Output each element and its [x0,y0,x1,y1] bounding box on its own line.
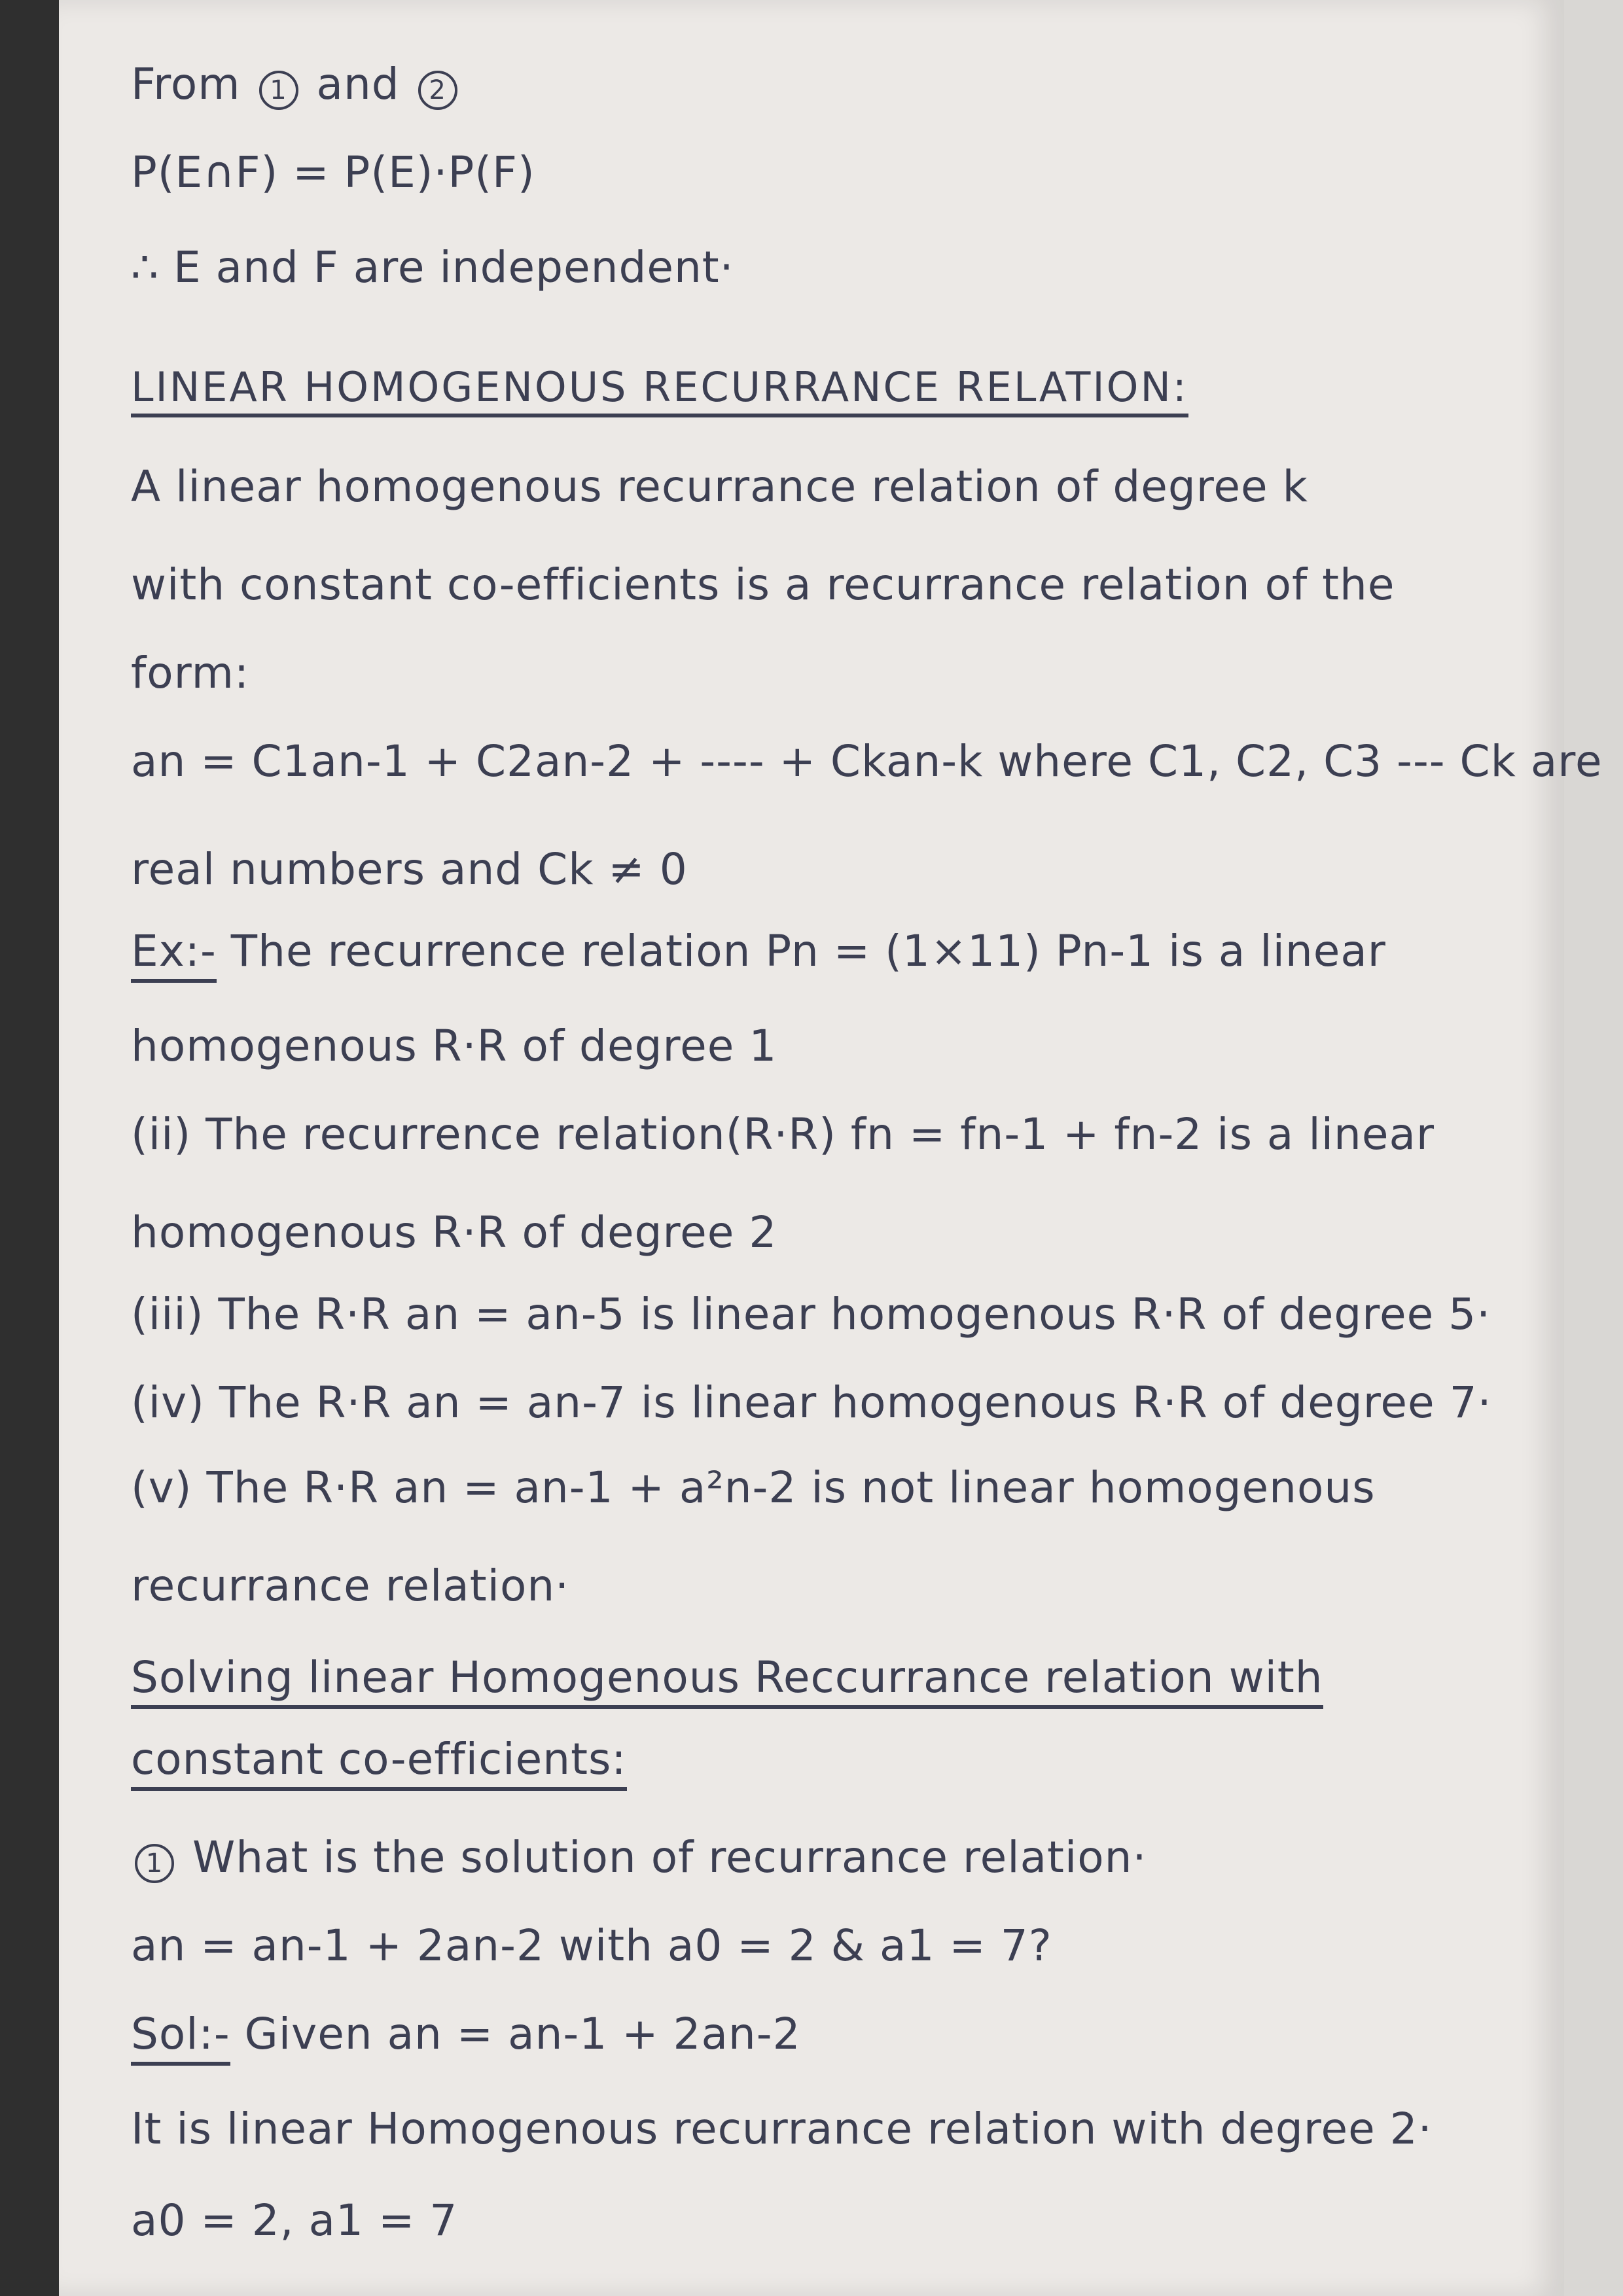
solution-line-2: It is linear Homogenous recurrance relation with degree 2· [131,2104,1433,2154]
subheading-text-2: constant co-efficients: [131,1734,627,1791]
line-probability: P(E∩F) = P(E)·P(F) [131,147,535,198]
notebook-page [59,0,1603,2296]
subheading-line-1 [131,1652,1323,1703]
solution-line-1-text: Given an = an-1 + 2an-2 [244,2009,801,2059]
definition-line-1: A linear homogenous recurrance relation of degree k [131,461,1308,512]
example-1-cont: homogenous R·R of degree 1 [131,1021,777,1071]
line-from [131,59,461,110]
circled-question-number: 1 [135,1844,174,1883]
example-3: (iii) The R·R an = an-5 is linear homogenous R·R of degree 5· [131,1289,1491,1339]
circled-number-1: 1 [259,71,298,110]
definition-line-2: with constant co-efficients is a recurrance relation of the [131,559,1395,610]
subheading-line-2 [131,1734,627,1784]
definition-formula: an = C1an-1 + C2an-2 + ---- + Ckan-k where C1, C2, C3 --- Ck are [131,736,1603,786]
solution-line-3: a0 = 2, a1 = 7 [131,2195,458,2246]
example-5-cont: recurrance relation· [131,1561,570,1611]
question-1-text: What is the solution of recurrance relation· [192,1832,1147,1882]
background-right [1564,0,1623,2296]
example-1-text: The recurrence relation Pn = (1×11) Pn-1 is a linear [230,926,1386,976]
definition-line-3: form: [131,648,250,698]
line-independent: ∴ E and F are independent· [131,242,734,292]
section-heading [131,363,1188,411]
subheading-text: Solving linear Homogenous Reccurrance relation with [131,1652,1323,1709]
and-text: and [316,59,400,109]
definition-line-5: real numbers and Ck ≠ 0 [131,844,688,894]
background-left [0,0,59,2296]
example-2-cont: homogenous R·R of degree 2 [131,1207,777,1258]
heading-text: LINEAR HOMOGENOUS RECURRANCE RELATION: [131,363,1188,417]
example-4: (iv) The R·R an = an-7 is linear homogenous R·R of degree 7· [131,1377,1492,1428]
example-5: (v) The R·R an = an-1 + a²n-2 is not linear homogenous [131,1462,1376,1513]
circled-number-2: 2 [418,71,457,110]
solution-label: Sol:- [131,2009,230,2066]
from-text: From [131,59,241,109]
example-2: (ii) The recurrence relation(R·R) fn = fn-1 + fn-2 is a linear [131,1109,1435,1159]
example-1 [131,926,1386,976]
example-label: Ex:- [131,926,217,983]
question-1 [131,1832,1147,1883]
solution-line-1 [131,2009,801,2059]
question-1-formula: an = an-1 + 2an-2 with a0 = 2 & a1 = 7? [131,1920,1052,1971]
